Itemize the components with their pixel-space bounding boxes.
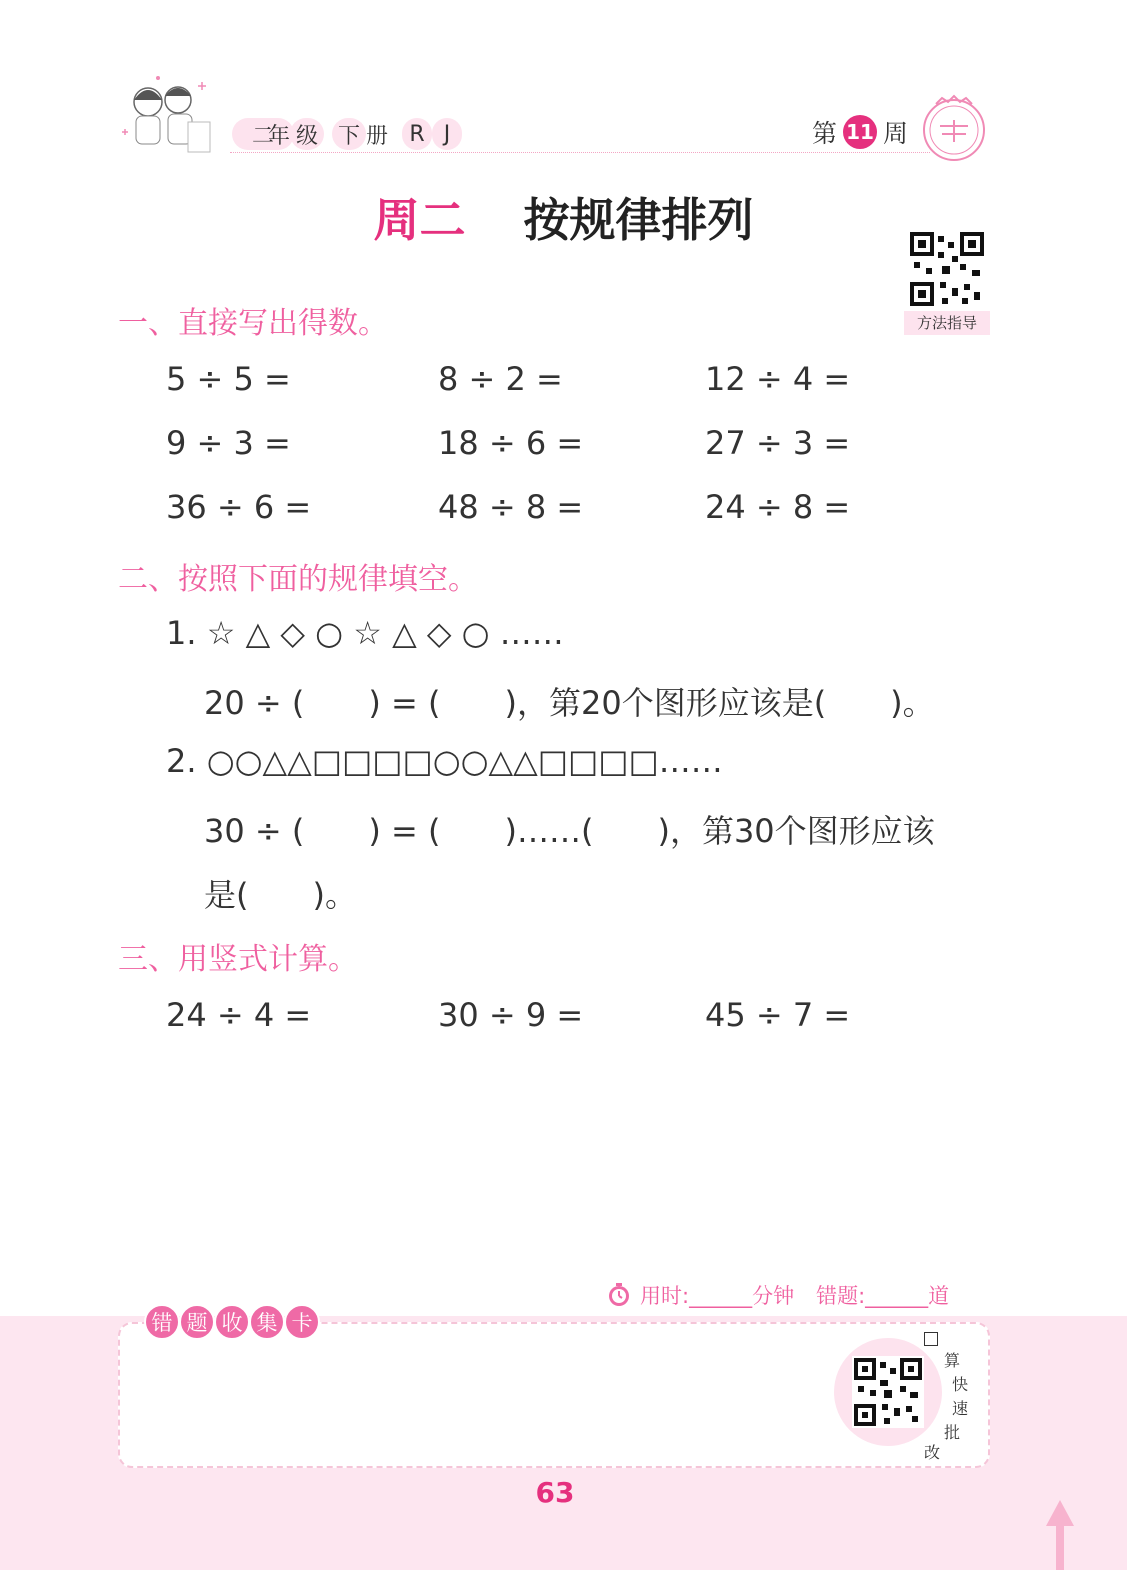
up-arrow-icon [1040, 1498, 1080, 1570]
quick-check-char: 批 [944, 1423, 961, 1442]
week-number-badge: 11 [843, 115, 877, 149]
time-record [606, 1280, 949, 1310]
exercise-item: 8 ÷ 2 = [438, 360, 563, 398]
method-guide-caption: 方法指导 [904, 311, 990, 335]
title-topic: 按规律排列 [523, 193, 754, 247]
quick-check-char: 算 [944, 1351, 961, 1370]
errors-label: 错题:______道 [816, 1284, 950, 1308]
quick-check-qr-icon[interactable] [852, 1356, 924, 1428]
exercise-item: 9 ÷ 3 = [166, 424, 291, 462]
volume-label-2: 册 [365, 123, 388, 149]
card-title-char: 卡 [284, 1304, 320, 1340]
header-divider [230, 152, 930, 153]
card-title-char: 题 [179, 1304, 215, 1340]
exercise-item: 27 ÷ 3 = [705, 424, 851, 462]
edition-label-j: J [432, 118, 462, 150]
exercise-item: 24 ÷ 8 = [705, 488, 851, 526]
grade-label-2: 年 [267, 123, 290, 149]
quick-check-char: 速 [952, 1399, 969, 1418]
quick-check-char: 改 [924, 1443, 941, 1462]
section3-heading: 三、用竖式计算。 [118, 942, 358, 977]
grade-label: 二 [232, 118, 294, 150]
grade-label-3: 级 [290, 118, 324, 150]
qr-code-icon[interactable] [904, 228, 990, 312]
pattern-question-2: 2. ○○△△□□□□○○△△□□□□…… [166, 742, 723, 780]
brand-seal-icon [918, 92, 990, 164]
exercise-item: 48 ÷ 8 = [438, 488, 584, 526]
time-used-label: 用时:______分钟 [640, 1284, 795, 1308]
section2-heading: 二、按照下面的规律填空。 [118, 562, 478, 597]
stopwatch-icon [606, 1282, 632, 1308]
children-mascot-icon [118, 72, 218, 158]
corner-box-icon [924, 1332, 938, 1346]
pattern-fill-1: 20 ÷ ( ) = ( )，第20个图形应该是( )。 [204, 684, 935, 722]
vertical-calc-item: 45 ÷ 7 = [705, 996, 851, 1034]
exercise-item: 12 ÷ 4 = [705, 360, 851, 398]
page-number: 63 [535, 1476, 575, 1509]
vertical-calc-item: 30 ÷ 9 = [438, 996, 584, 1034]
pattern-question-1: 1. ☆ △ ◇ ○ ☆ △ ◇ ○ …… [166, 614, 564, 652]
title-day: 周二 [373, 193, 466, 247]
week-indicator: 第 11 周 [812, 112, 908, 152]
exercise-item: 18 ÷ 6 = [438, 424, 584, 462]
card-title-char: 错 [144, 1304, 180, 1340]
exercise-item: 36 ÷ 6 = [166, 488, 312, 526]
card-title-char: 收 [214, 1304, 250, 1340]
card-title-tag [144, 1304, 319, 1340]
pattern-fill-2-cont: 是( )。 [204, 876, 357, 914]
vertical-calc-item: 24 ÷ 4 = [166, 996, 312, 1034]
pattern-fill-2: 30 ÷ ( ) = ( )……( )，第30个图形应该 [204, 812, 935, 850]
edition-label-r: R [402, 118, 432, 150]
quick-check-char: 快 [952, 1375, 969, 1394]
exercise-item: 5 ÷ 5 = [166, 360, 291, 398]
section1-heading: 一、直接写出得数。 [118, 306, 388, 341]
volume-label: 下 [332, 118, 366, 150]
card-title-char: 集 [249, 1304, 285, 1340]
